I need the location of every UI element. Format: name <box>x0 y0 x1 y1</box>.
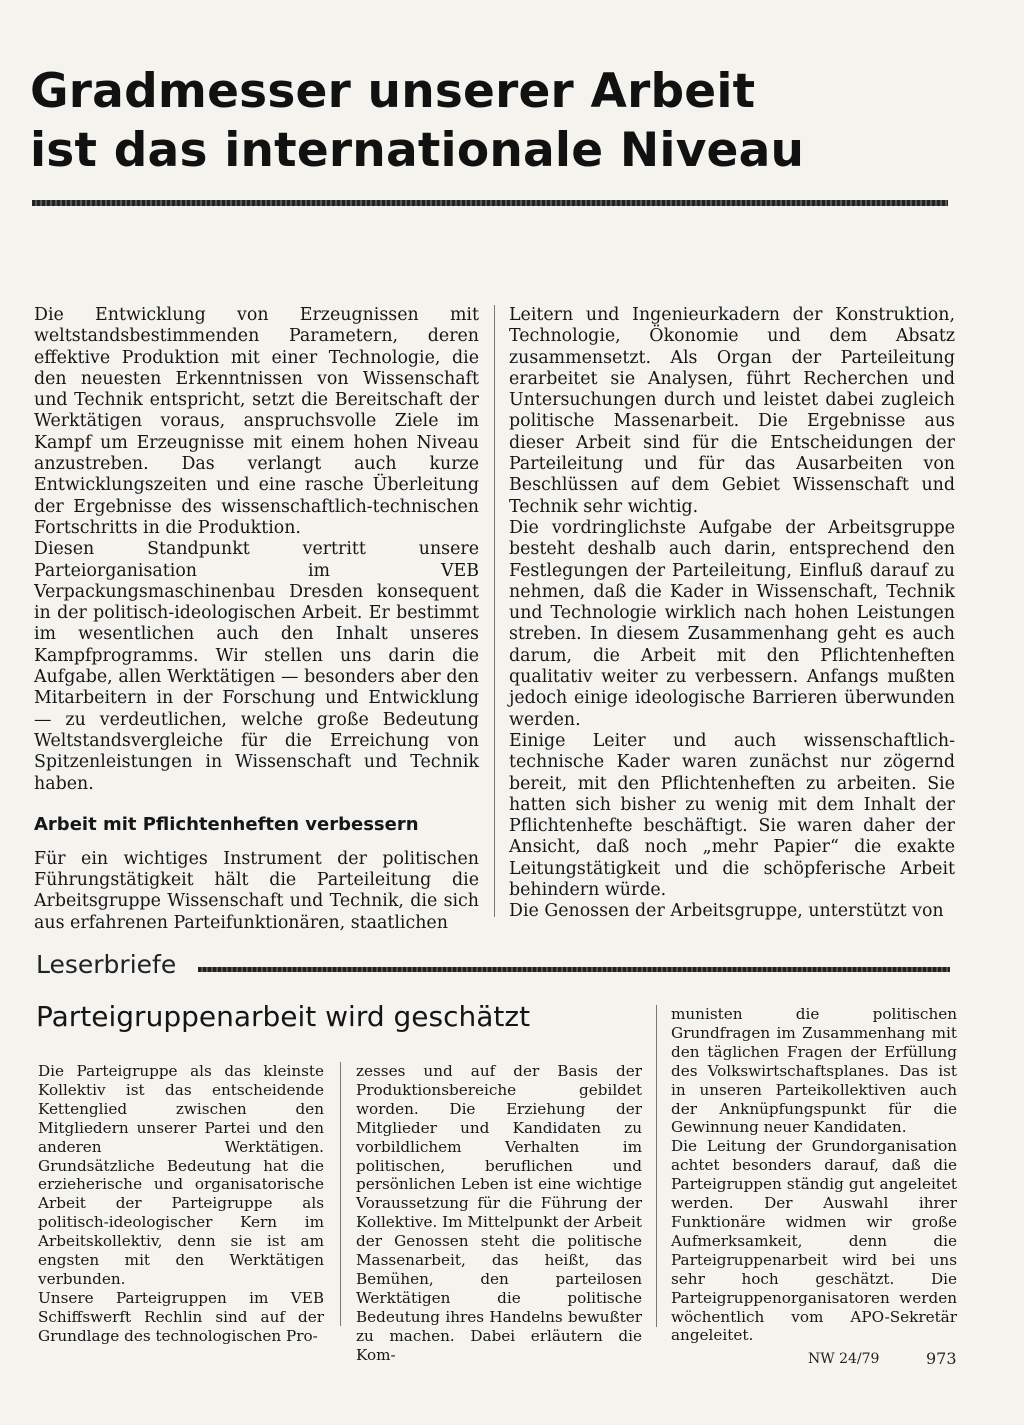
article-subheading: Arbeit mit Pflichtenheften verbessern <box>34 813 419 835</box>
section-label: Leserbriefe <box>36 950 177 979</box>
letters-column-3 <box>671 1005 957 1345</box>
article-paragraph: Für ein wichtiges Instrument der politischen Führungstätigkeit hält die Parteileitung die Arbeitsgruppe Wissenschaft und Technik, die sich aus erfahrenen Parteifunktionären, staatlichen <box>34 848 479 933</box>
section-rule <box>198 967 950 972</box>
letters-column-2 <box>356 1062 642 1365</box>
article-paragraph: Die Entwicklung von Erzeugnissen mit weltstandsbestimmenden Parametern, deren effektive Produktion mit einer Technologie, die den neuesten Erkenntnissen von Wissenschaft und Technik entspricht, setzt die Bereitschaft der Werktätigen voraus, anspruchsvolle Ziele im Kampf um Erzeugnisse mit einem hohen Niveau anzustreben. Das verlangt auch kurze Entwicklungszeiten und eine rasche Überleitung der Ergebnisse des wissenschaftlich-technischen Fortschritts in die Produktion. <box>34 305 479 538</box>
letters-paragraph: Unsere Parteigruppen im VEB Schiffswerft Rechlin sind auf der Grundlage des technologischen Pro- <box>38 1288 324 1345</box>
article-column-1 <box>34 305 479 934</box>
letters-paragraph: Die Leitung der Grundorganisation achtet besonders darauf, daß die Parteigruppen ständig gut angeleitet werden. Der Auswahl ihrer Funktionäre widmen wir große Aufmerksamkeit, denn die Parteigruppenarbeit wird bei uns sehr hoch geschätzt. Die Parteigruppenorganisatoren werden wöchentlich vom APO-Sekretär angeleitet. <box>671 1137 957 1345</box>
headline-rule <box>32 200 948 206</box>
letters-column-1 <box>38 1062 324 1346</box>
letters-paragraph: zesses und auf der Basis der Produktionsbereiche gebildet worden. Die Erziehung der Mitglieder und Kandidaten zu vorbildlichem Verhalten im politischen, beruflichen und persönlichen Leben ist eine wichtige Voraussetzung für die Führung der Kollektive. Im Mittelpunkt der Arbeit der Genossen steht die politische Massenarbeit, das heißt, das Bemühen, den parteilosen Werktätigen die politische Bedeutung ihres Handelns bewußter zu machen. Dabei erläutern die Kom- <box>356 1062 642 1364</box>
article-column-2 <box>509 305 955 923</box>
column-divider <box>340 1062 341 1326</box>
letters-headline: Parteigruppenarbeit wird geschätzt <box>36 1000 531 1033</box>
column-divider <box>494 305 495 917</box>
article-paragraph: Diesen Standpunkt vertritt unsere Parteiorganisation im VEB Verpackungsmaschinenbau Dresden konsequent in der politisch-ideologischen Arbeit. Er bestimmt im wesentlichen auch den Inhalt unseres Kampfprogramms. Wir stellen uns darin die Aufgabe, allen Werktätigen — besonders aber den Mitarbeitern in der Forschung und Entwicklung — zu verdeutlichen, welche große Bedeutung Weltstandsvergleiche für die Erreichung von Spitzenleistungen in Wissenschaft und Technik haben. <box>34 539 479 794</box>
issue-label: NW 24/79 <box>808 1351 880 1367</box>
article-paragraph: Leitern und Ingenieurkadern der Konstruktion, Technologie, Ökonomie und dem Absatz zusammensetzt. Als Organ der Parteileitung erarbeitet sie Analysen, führt Recherchen und Untersuchungen durch und leistet dabei zugleich politische Massenarbeit. Die Ergebnisse aus dieser Arbeit sind für die Entscheidungen der Parteileitung und für das Ausarbeiten von Beschlüssen auf dem Gebiet Wissenschaft und Technik sehr wichtig. <box>509 305 955 517</box>
headline-line-2: ist das internationale Niveau <box>30 123 805 178</box>
article-paragraph: Die vordringlichste Aufgabe der Arbeitsgruppe besteht deshalb auch darin, entsprechend den Festlegungen der Parteileitung, Einfluß darauf zu nehmen, daß die Kader in Wissenschaft, Technik und Technologie wirklich nach hohen Leistungen streben. In diesem Zusammenhang geht es auch darum, die Arbeit mit den Pflichtenheften qualitativ weiter zu verbessern. Anfangs mußten jedoch einige ideologische Barrieren überwunden werden. <box>509 517 955 730</box>
article-paragraph: Die Genossen der Arbeitsgruppe, unterstützt von <box>509 901 944 922</box>
column-divider <box>656 1005 657 1327</box>
letters-paragraph: munisten die politischen Grundfragen im Zusammenhang mit den täglichen Fragen der Erfüllung des Volkswirtschaftsplanes. Das ist in unseren Parteikollektiven auch der Anknüpfungspunkt für die Gewinnung neuer Kandidaten. <box>671 1005 957 1137</box>
page-number: 973 <box>926 1349 957 1368</box>
article-paragraph: Einige Leiter und auch wissenschaftlich-technische Kader waren zunächst nur zögernd bereit, mit den Pflichtenheften zu arbeiten. Sie hatten sich bisher zu wenig mit dem Inhalt der Pflichtenhefte beschäftigt. Sie waren daher der Ansicht, daß noch „mehr Papier“ die exakte Leitungstätigkeit und die schöpferische Arbeit behindern würde. <box>509 730 955 901</box>
article-headline <box>30 62 960 180</box>
headline-line-1: Gradmesser unserer Arbeit <box>30 64 756 119</box>
letters-paragraph: Die Parteigruppe als das kleinste Kollektiv ist das entscheidende Kettenglied zwischen den Mitgliedern unserer Partei und den anderen Werktätigen. Grundsätzliche Bedeutung hat die erzieherische und organisatorische Arbeit der Parteigruppe als politisch-ideologischer Kern im Arbeitskollektiv, denn sie ist am engsten mit den Werktätigen verbunden. <box>38 1062 324 1288</box>
